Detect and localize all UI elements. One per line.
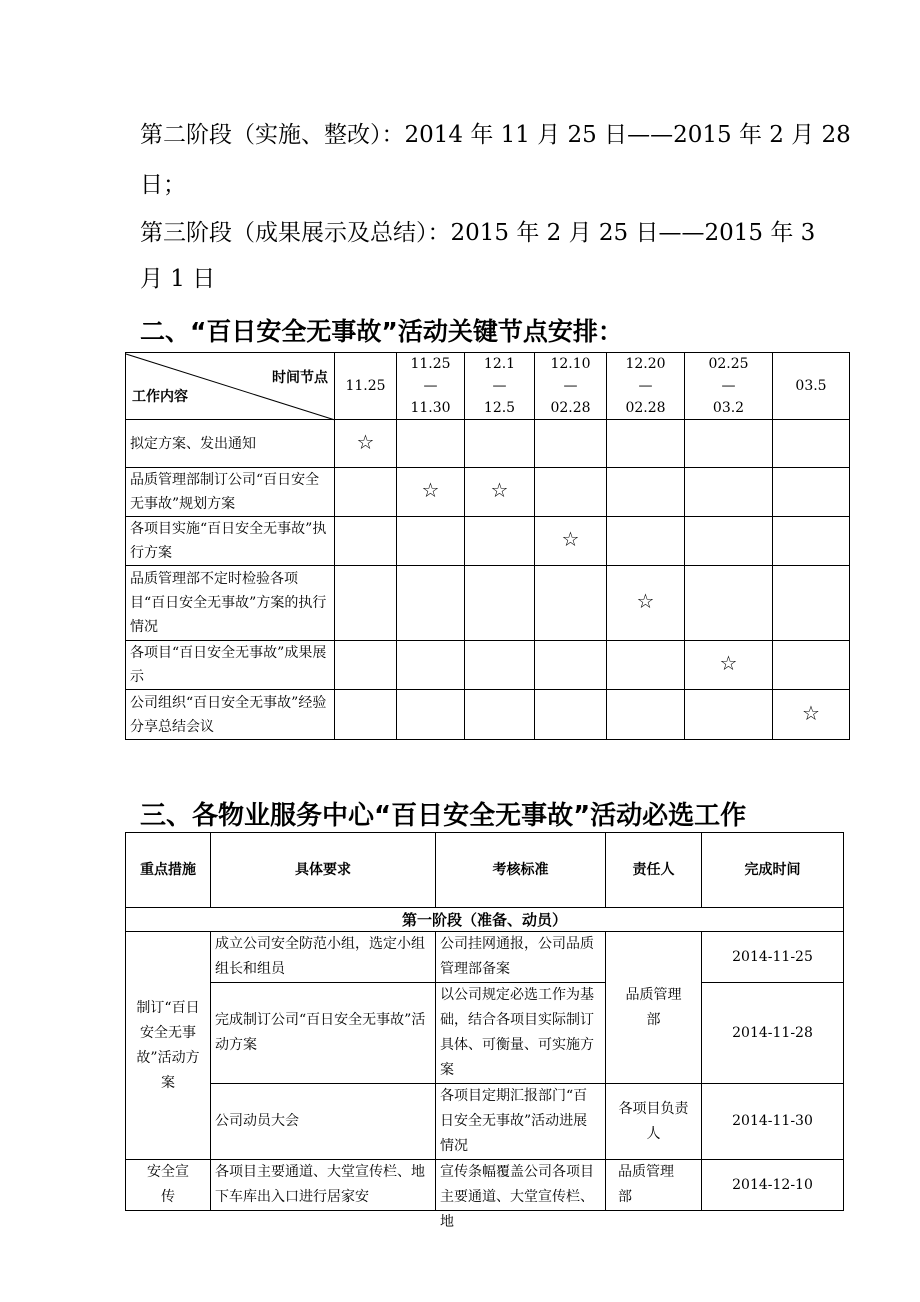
schedule-cell <box>397 566 465 641</box>
header-deadline <box>702 833 844 908</box>
table-row <box>126 468 850 517</box>
task-cell <box>126 420 335 468</box>
header-measure-label: 重点措施 <box>140 861 196 878</box>
col-header <box>465 353 535 420</box>
corner-cell <box>126 353 335 420</box>
schedule-cell <box>685 468 773 517</box>
standard-cell <box>436 932 606 983</box>
schedule-cell <box>685 420 773 468</box>
requirement-cell <box>211 983 436 1084</box>
star-icon: ☆ <box>719 651 738 675</box>
col-dash: — <box>638 378 653 394</box>
section2-heading: 二、“百日安全无事故”活动关键节点安排： <box>140 317 623 346</box>
schedule-cell <box>607 690 685 740</box>
stage3-line2: 月 1 日 <box>140 266 216 292</box>
schedule-cell <box>773 517 850 566</box>
col-date-end: 11.30 <box>410 400 451 416</box>
standard-text: 公司挂网通报，公司品质管理部备案 <box>440 936 594 977</box>
schedule-cell <box>397 690 465 740</box>
task-cell <box>126 690 335 740</box>
stage2-line2: 日； <box>140 172 186 198</box>
schedule-cell <box>773 566 850 641</box>
header-standard <box>436 833 606 908</box>
schedule-cell <box>465 468 535 517</box>
col-header <box>685 353 773 420</box>
owner-cell <box>606 1160 702 1211</box>
table-row <box>126 641 850 690</box>
col-date: 03.5 <box>795 377 827 394</box>
table-row <box>126 517 850 566</box>
table-row <box>126 690 850 740</box>
task-text: 各项目实施“百日安全无事故”执行方案 <box>130 521 327 561</box>
task-text: 公司组织“百日安全无事故”经验分享总结会议 <box>130 694 327 735</box>
schedule-cell <box>397 468 465 517</box>
schedule-cell <box>335 517 397 566</box>
col-date-end: 03.2 <box>712 400 745 416</box>
schedule-header-row <box>126 353 850 420</box>
col-date-start: 12.20 <box>625 356 666 372</box>
header-requirement-label: 具体要求 <box>295 861 351 878</box>
header-owner-label: 责任人 <box>632 861 675 878</box>
star-icon: ☆ <box>490 478 509 502</box>
task-cell <box>126 517 335 566</box>
table-row <box>126 1084 844 1160</box>
schedule-cell <box>607 517 685 566</box>
requirement-text: 公司动员大会 <box>215 1113 299 1129</box>
requirement-text: 完成制订公司“百日安全无事故”活动方案 <box>215 1012 426 1053</box>
requirement-cell <box>211 932 436 983</box>
col-date-start: 12.10 <box>550 356 591 372</box>
table-row <box>126 566 850 641</box>
schedule-cell <box>535 641 607 690</box>
schedule-cell <box>335 690 397 740</box>
schedule-cell <box>397 517 465 566</box>
corner-time-label: 时间节点 <box>272 370 328 386</box>
schedule-cell <box>773 641 850 690</box>
deadline-cell <box>702 1084 844 1160</box>
measures-header-row <box>126 833 844 908</box>
star-icon: ☆ <box>421 478 440 502</box>
task-cell <box>126 641 335 690</box>
star-icon: ☆ <box>561 527 580 551</box>
owner-text: 各项目负责人 <box>618 1100 689 1142</box>
schedule-cell <box>335 468 397 517</box>
schedule-cell <box>397 641 465 690</box>
task-text: 品质管理部制订公司“百日安全无事故”规划方案 <box>130 472 320 512</box>
deadline-text: 2014-12-10 <box>732 1176 813 1193</box>
measure-text: 安全宣传 <box>147 1164 189 1205</box>
col-header <box>397 353 465 420</box>
owner-text: 品质管理部 <box>625 986 682 1028</box>
header-owner <box>606 833 702 908</box>
col-dash: — <box>563 378 578 394</box>
schedule-cell <box>335 566 397 641</box>
schedule-cell <box>773 468 850 517</box>
measure-cell <box>126 1160 211 1211</box>
header-requirement <box>211 833 436 908</box>
standard-text: 各项目定期汇报部门“百日安全无事故”活动进展情况 <box>440 1088 588 1154</box>
schedule-cell <box>535 420 607 468</box>
phase1-label: 第一阶段（准备、动员） <box>126 908 844 932</box>
table-row <box>126 1160 844 1211</box>
schedule-cell <box>607 420 685 468</box>
requirement-text: 成立公司安全防范小组，选定小组组长和组员 <box>215 936 425 977</box>
star-icon: ☆ <box>802 700 820 725</box>
phase-row <box>126 908 844 932</box>
schedule-cell <box>335 420 397 468</box>
owner-cell <box>606 1084 702 1160</box>
stage3-line1: 第三阶段（成果展示及总结）：2015 年 2 月 25 日——2015 年 3 <box>140 220 816 246</box>
deadline-text: 2014-11-25 <box>732 948 813 965</box>
measure-cell <box>126 932 211 1160</box>
col-date-end: 02.28 <box>550 400 591 416</box>
col-header <box>773 353 850 420</box>
stage2-line1: 第二阶段（实施、整改）：2014 年 11 月 25 日——2015 年 2 月 28 <box>140 122 851 148</box>
table-row <box>126 420 850 468</box>
schedule-cell <box>607 468 685 517</box>
schedule-cell <box>773 420 850 468</box>
schedule-cell <box>465 420 535 468</box>
standard-text: 宣传条幅覆盖公司各项目主要通道、大堂宣传栏、地 <box>440 1164 594 1230</box>
owner-cell <box>606 932 702 1084</box>
col-date-start: 11.25 <box>410 356 451 372</box>
schedule-cell <box>535 566 607 641</box>
task-text: 品质管理部不定时检验各项目“百日安全无事故”方案的执行情况 <box>130 571 327 635</box>
col-dash: — <box>423 378 438 394</box>
schedule-table <box>125 352 850 740</box>
standard-cell <box>436 1160 606 1230</box>
schedule-cell <box>397 420 465 468</box>
standard-text: 以公司规定必选工作为基础，结合各项目实际制订具体、可衡量、可实施方案 <box>440 987 594 1078</box>
schedule-cell <box>607 566 685 641</box>
schedule-cell <box>465 517 535 566</box>
deadline-text: 2014-11-30 <box>732 1113 813 1129</box>
schedule-cell <box>535 690 607 740</box>
schedule-cell <box>465 690 535 740</box>
deadline-cell <box>702 932 844 983</box>
requirement-cell <box>211 1160 436 1211</box>
section3-heading: 三、各物业服务中心“百日安全无事故”活动必选工作 <box>140 801 747 831</box>
task-text: 各项目“百日安全无事故”成果展示 <box>130 645 327 685</box>
star-icon: ☆ <box>356 429 375 454</box>
table-row <box>126 932 844 983</box>
deadline-text: 2014-11-28 <box>732 1024 813 1041</box>
task-text: 拟定方案、发出通知 <box>130 435 256 452</box>
schedule-cell <box>685 641 773 690</box>
schedule-cell <box>685 690 773 740</box>
col-header <box>335 353 397 420</box>
standard-cell <box>436 1084 606 1160</box>
standard-cell <box>436 983 606 1084</box>
col-header <box>607 353 685 420</box>
col-dash: — <box>492 378 507 394</box>
schedule-cell <box>465 641 535 690</box>
schedule-cell <box>773 690 850 740</box>
deadline-cell <box>702 983 844 1084</box>
col-date-end: 02.28 <box>625 400 666 416</box>
col-dash: — <box>721 378 736 394</box>
requirement-cell <box>211 1084 436 1160</box>
deadline-cell <box>702 1160 844 1211</box>
schedule-cell <box>685 517 773 566</box>
table-row <box>126 983 844 1084</box>
task-cell <box>126 468 335 517</box>
header-deadline-label: 完成时间 <box>744 861 801 878</box>
schedule-cell <box>607 641 685 690</box>
star-icon: ☆ <box>636 589 655 613</box>
task-cell <box>126 566 335 641</box>
col-date-start: 02.25 <box>708 356 749 372</box>
requirement-text: 各项目主要通道、大堂宣传栏、地下车库出入口进行居家安 <box>215 1164 425 1205</box>
measures-table <box>125 832 844 1230</box>
owner-text: 品质管理部 <box>618 1164 674 1205</box>
measure-text: 制订“百日安全无事故”活动方案 <box>136 999 200 1091</box>
header-measure <box>126 833 211 908</box>
schedule-cell <box>465 566 535 641</box>
corner-task-label: 工作内容 <box>132 389 188 405</box>
col-date-end: 12.5 <box>483 400 516 416</box>
header-standard-label: 考核标准 <box>492 861 549 878</box>
col-date-start: 12.1 <box>483 356 516 372</box>
schedule-cell <box>685 566 773 641</box>
col-header <box>535 353 607 420</box>
schedule-cell <box>535 468 607 517</box>
schedule-cell <box>335 641 397 690</box>
schedule-cell <box>535 517 607 566</box>
col-date: 11.25 <box>345 377 386 394</box>
